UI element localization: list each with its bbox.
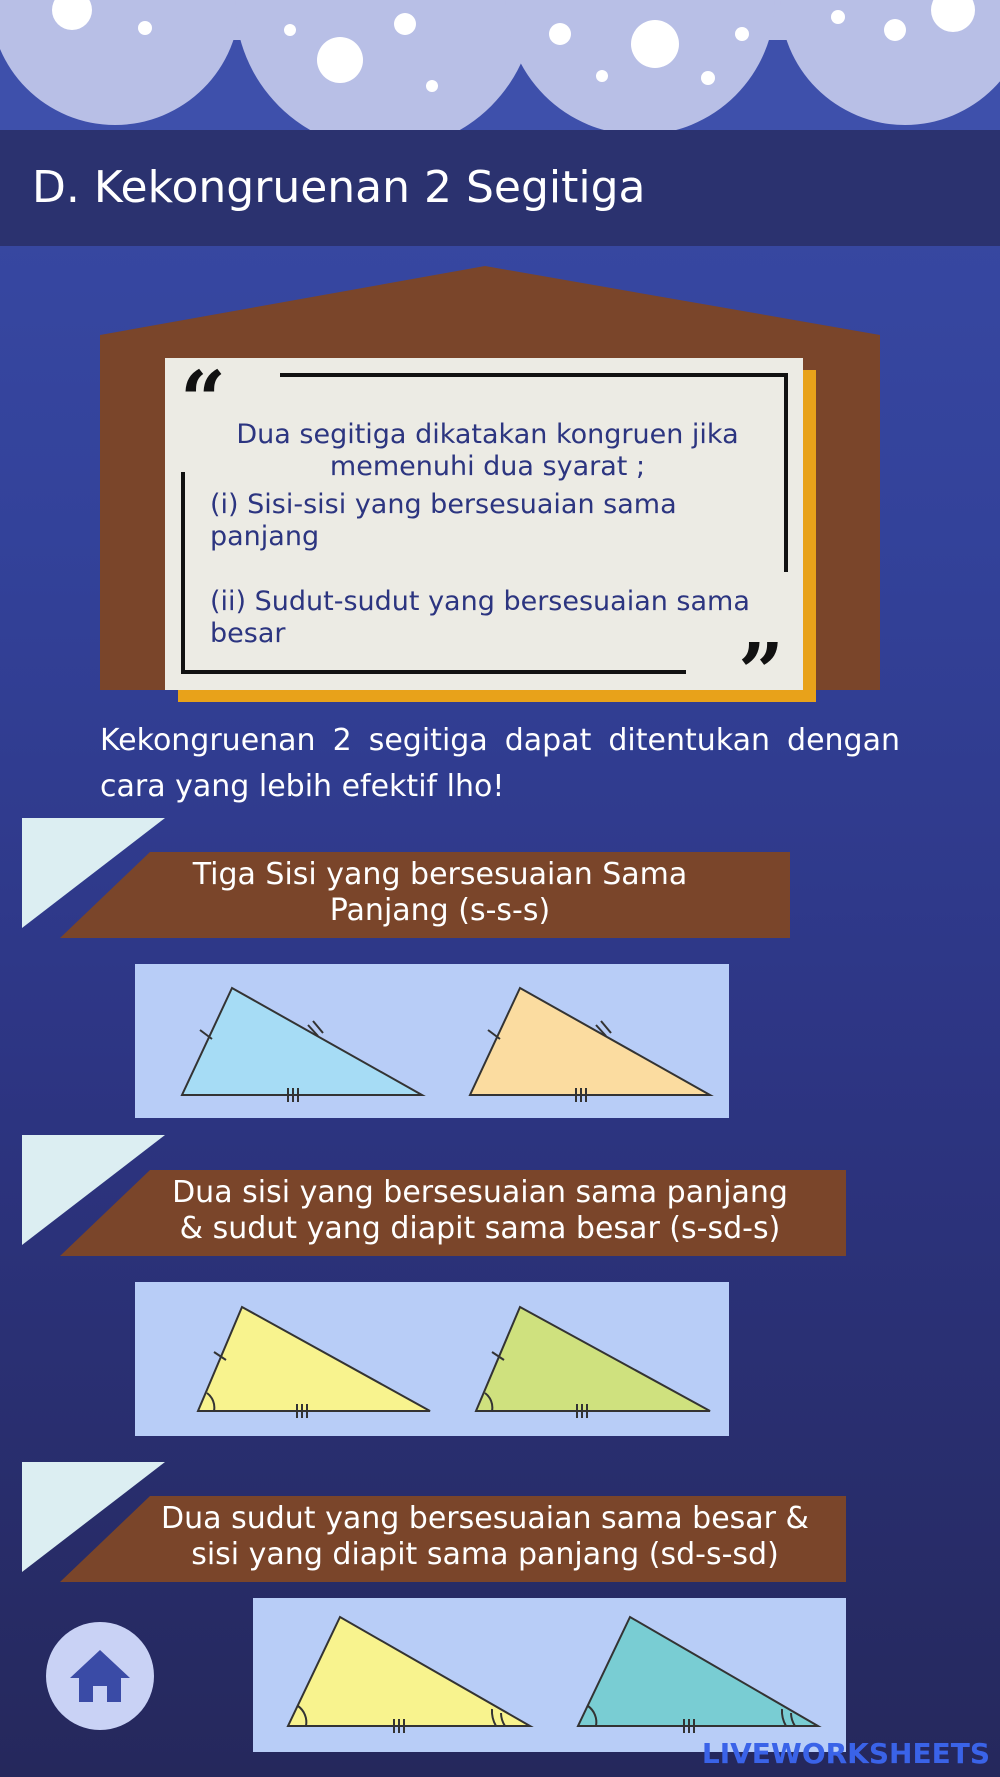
criteria-sds-label-line2: & sudut yang diapit sama besar (s-sd-s)	[179, 1211, 781, 1246]
brand-logo: LIVEWORKSHEETS	[701, 1737, 990, 1770]
criteria-sss-label-line2: Panjang (s-s-s)	[329, 893, 551, 928]
criteria-sds-label-line1: Dua sisi yang bersesuaian sama panjang	[172, 1175, 788, 1210]
criteria-sdsd-label-line1: Dua sudut yang bersesuaian sama besar &	[161, 1501, 809, 1536]
quote-open-icon: “	[180, 353, 227, 447]
definition-intro: Dua segitiga dikatakan kongruen jika memenuhi dua syarat ;	[236, 419, 739, 482]
quote-close-icon: ”	[738, 625, 785, 719]
condition-sides: (i) Sisi-sisi yang bersesuaian sama panjang	[210, 489, 677, 552]
page-title: D. Kekongruenan 2 Segitiga	[0, 130, 1000, 246]
intro-text: Kekongruenan 2 segitiga dapat ditentukan dengan cara yang lebih efektif lho!	[100, 723, 900, 804]
home-icon	[46, 1622, 154, 1730]
criteria-sdsd-label-line2: sisi yang diapit sama panjang (sd-s-sd)	[191, 1537, 779, 1572]
condition-angles: (ii) Sudut-sudut yang bersesuaian sama besar	[210, 586, 750, 649]
criteria-sss-label-line1: Tiga Sisi yang bersesuaian Sama	[192, 857, 688, 892]
home-button[interactable]	[46, 1622, 154, 1730]
